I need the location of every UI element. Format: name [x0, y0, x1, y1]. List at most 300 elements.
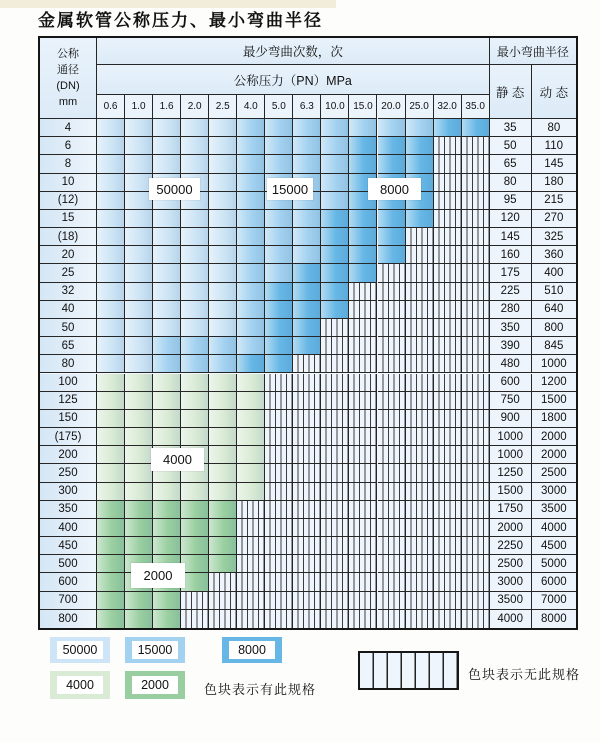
cell-no-spec: [462, 319, 490, 337]
dn-cell: 700: [40, 592, 97, 610]
dynamic-value: 145: [532, 155, 576, 173]
dn-cell: 125: [40, 392, 97, 410]
cell-8000: [378, 210, 406, 228]
dn-cell: 300: [40, 483, 97, 501]
cell-15000: [265, 246, 293, 264]
cell-50000: [97, 192, 125, 210]
cell-15000: [237, 210, 265, 228]
cell-4000: [237, 374, 265, 392]
cell-15000: [237, 283, 265, 301]
cell-50000: [181, 228, 209, 246]
cell-no-spec: [265, 428, 293, 446]
cell-no-spec: [406, 483, 434, 501]
dn-header-line: 公称: [57, 48, 79, 60]
cell-no-spec: [293, 483, 321, 501]
cell-no-spec: [378, 392, 406, 410]
cell-no-spec: [406, 337, 434, 355]
dynamic-value: 360: [532, 246, 576, 264]
cell-50000: [153, 228, 181, 246]
cell-50000: [125, 283, 153, 301]
cell-2000: [153, 610, 181, 628]
dynamic-value: 2500: [532, 464, 576, 482]
spec-table: [38, 36, 578, 630]
cell-no-spec: [462, 374, 490, 392]
cell-4000: [209, 483, 237, 501]
dn-cell: 10: [40, 174, 97, 192]
cell-no-spec: [349, 464, 377, 482]
cell-no-spec: [265, 555, 293, 573]
cell-no-spec: [265, 537, 293, 555]
cell-8000: [265, 355, 293, 373]
cell-2000: [125, 610, 153, 628]
cell-8000: [293, 301, 321, 319]
dn-header-line: mm: [58, 96, 78, 108]
cell-15000: [237, 192, 265, 210]
static-value: 2000: [490, 519, 532, 537]
cell-50000: [97, 137, 125, 155]
dn-cell: 350: [40, 501, 97, 519]
cell-no-spec: [378, 592, 406, 610]
dn-cell: 450: [40, 537, 97, 555]
cell-50000: [153, 210, 181, 228]
cell-no-spec: [406, 519, 434, 537]
cell-4000: [181, 483, 209, 501]
cell-no-spec: [349, 428, 377, 446]
static-value: 3500: [490, 592, 532, 610]
cell-15000: [237, 246, 265, 264]
cell-2000: [97, 555, 125, 573]
cell-no-spec: [462, 501, 490, 519]
cell-15000: [293, 228, 321, 246]
cell-50000: [209, 119, 237, 137]
cell-8000: [237, 355, 265, 373]
cell-no-spec: [434, 283, 462, 301]
cell-4000: [125, 374, 153, 392]
cell-4000: [97, 374, 125, 392]
cell-no-spec: [321, 374, 349, 392]
cell-50000: [125, 264, 153, 282]
cell-no-spec: [349, 610, 377, 628]
dn-header-line: (DN): [56, 80, 80, 92]
cell-50000: [209, 319, 237, 337]
cell-4000: [209, 464, 237, 482]
cell-50000: [153, 246, 181, 264]
static-value: 120: [490, 210, 532, 228]
cell-no-spec: [406, 446, 434, 464]
cell-2000: [209, 555, 237, 573]
legend-has-spec-note: 色块表示有此规格: [204, 682, 317, 697]
cell-50000: [209, 301, 237, 319]
cell-50000: [209, 210, 237, 228]
cell-8000: [349, 228, 377, 246]
cell-no-spec: [434, 355, 462, 373]
cell-no-spec: [378, 264, 406, 282]
cell-4000: [125, 446, 153, 464]
cell-no-spec: [462, 210, 490, 228]
cell-50000: [153, 137, 181, 155]
cell-4000: [125, 483, 153, 501]
cell-4000: [209, 374, 237, 392]
cell-no-spec: [462, 264, 490, 282]
cell-4000: [97, 392, 125, 410]
cell-8000: [349, 264, 377, 282]
cell-15000: [293, 246, 321, 264]
cell-2000: [125, 519, 153, 537]
cell-no-spec: [293, 464, 321, 482]
pressure-tick: 6.3: [293, 95, 321, 119]
pressure-tick: 35.0: [462, 95, 490, 119]
cell-8000: [434, 119, 462, 137]
cell-15000: [153, 355, 181, 373]
dynamic-value: 3500: [532, 501, 576, 519]
pressure-tick: 2.5: [209, 95, 237, 119]
dn-cell: 32: [40, 283, 97, 301]
cell-50000: [97, 174, 125, 192]
cell-50000: [209, 174, 237, 192]
static-value: 35: [490, 119, 532, 137]
cell-15000: [237, 319, 265, 337]
dynamic-value: 8000: [532, 610, 576, 628]
cell-15000: [265, 228, 293, 246]
cell-no-spec: [321, 610, 349, 628]
cell-50000: [125, 319, 153, 337]
cell-no-spec: [209, 573, 237, 591]
zone-label-4000: 4000: [151, 448, 204, 471]
static-value: 750: [490, 392, 532, 410]
cell-no-spec: [265, 446, 293, 464]
static-value: 480: [490, 355, 532, 373]
cell-15000: [265, 155, 293, 173]
cell-2000: [97, 573, 125, 591]
dn-cell: 6: [40, 137, 97, 155]
cell-no-spec: [321, 392, 349, 410]
cell-15000: [349, 119, 377, 137]
cell-no-spec: [209, 592, 237, 610]
cell-2000: [97, 537, 125, 555]
legend-swatch-2000: [125, 671, 185, 699]
cell-4000: [237, 446, 265, 464]
cell-no-spec: [378, 519, 406, 537]
dynamic-value: 1500: [532, 392, 576, 410]
cell-no-spec: [462, 464, 490, 482]
dynamic-value: 845: [532, 337, 576, 355]
cell-no-spec: [265, 519, 293, 537]
dynamic-value: 4000: [532, 519, 576, 537]
cell-4000: [97, 464, 125, 482]
legend-swatch-4000: [50, 671, 110, 699]
cell-15000: [237, 137, 265, 155]
pressure-tick: 25.0: [406, 95, 434, 119]
dn-cell: 20: [40, 246, 97, 264]
cell-no-spec: [321, 483, 349, 501]
dn-cell: 800: [40, 610, 97, 628]
cell-no-spec: [406, 573, 434, 591]
cell-4000: [125, 392, 153, 410]
cell-50000: [209, 137, 237, 155]
cell-4000: [153, 483, 181, 501]
static-value: 1500: [490, 483, 532, 501]
cell-no-spec: [321, 501, 349, 519]
cell-no-spec: [406, 501, 434, 519]
cell-15000: [237, 174, 265, 192]
legend-swatch-label: 4000: [57, 676, 103, 694]
dn-cell: 600: [40, 573, 97, 591]
cell-no-spec: [434, 374, 462, 392]
cell-50000: [97, 210, 125, 228]
pressure-tick: 0.6: [97, 95, 125, 119]
dynamic-value: 6000: [532, 573, 576, 591]
cell-4000: [209, 428, 237, 446]
cell-no-spec: [321, 555, 349, 573]
cell-4000: [181, 374, 209, 392]
cell-8000: [265, 301, 293, 319]
cell-no-spec: [237, 501, 265, 519]
dynamic-value: 800: [532, 319, 576, 337]
cell-no-spec: [349, 319, 377, 337]
cell-no-spec: [434, 446, 462, 464]
cell-8000: [406, 210, 434, 228]
cell-no-spec: [434, 501, 462, 519]
cell-50000: [181, 119, 209, 137]
cell-no-spec: [349, 355, 377, 373]
cell-4000: [237, 464, 265, 482]
zone-label-2000: 2000: [131, 563, 185, 588]
cell-no-spec: [462, 428, 490, 446]
cell-50000: [125, 155, 153, 173]
cell-8000: [321, 246, 349, 264]
cell-15000: [209, 355, 237, 373]
cell-15000: [181, 337, 209, 355]
cell-no-spec: [378, 410, 406, 428]
dynamic-value: 2000: [532, 428, 576, 446]
cell-no-spec: [181, 610, 209, 628]
static-value: 1000: [490, 428, 532, 446]
cell-8000: [321, 228, 349, 246]
legend-no-spec-note: 色块表示无此规格: [468, 667, 581, 682]
cell-no-spec: [462, 155, 490, 173]
cell-no-spec: [462, 192, 490, 210]
cell-no-spec: [321, 573, 349, 591]
cell-no-spec: [462, 555, 490, 573]
cell-no-spec: [265, 592, 293, 610]
cell-2000: [153, 501, 181, 519]
cell-8000: [321, 264, 349, 282]
cell-no-spec: [406, 555, 434, 573]
cell-no-spec: [462, 301, 490, 319]
cell-no-spec: [462, 174, 490, 192]
pressure-tick: 1.0: [125, 95, 153, 119]
cell-8000: [265, 283, 293, 301]
dynamic-value: 640: [532, 301, 576, 319]
dynamic-column-header: 动 态: [532, 65, 576, 119]
cell-no-spec: [349, 555, 377, 573]
cell-8000: [293, 319, 321, 337]
cell-50000: [97, 155, 125, 173]
cell-no-spec: [378, 610, 406, 628]
cell-no-spec: [378, 355, 406, 373]
cell-no-spec: [349, 410, 377, 428]
dynamic-value: 2000: [532, 446, 576, 464]
cell-no-spec: [434, 337, 462, 355]
cell-15000: [181, 355, 209, 373]
cell-4000: [153, 374, 181, 392]
cell-no-spec: [434, 464, 462, 482]
zone-label-50000: 50000: [149, 178, 200, 200]
cell-no-spec: [406, 610, 434, 628]
static-value: 4000: [490, 610, 532, 628]
static-value: 3000: [490, 573, 532, 591]
cell-no-spec: [434, 592, 462, 610]
cell-50000: [125, 301, 153, 319]
cell-no-spec: [237, 519, 265, 537]
cell-15000: [265, 119, 293, 137]
cell-no-spec: [349, 283, 377, 301]
dn-cell: 100: [40, 374, 97, 392]
dn-cell: 65: [40, 337, 97, 355]
dynamic-value: 7000: [532, 592, 576, 610]
cell-no-spec: [378, 374, 406, 392]
dn-column-header: [40, 38, 97, 119]
dn-cell: 200: [40, 446, 97, 464]
cell-4000: [125, 428, 153, 446]
cell-no-spec: [462, 610, 490, 628]
dn-cell: (12): [40, 192, 97, 210]
cell-2000: [97, 501, 125, 519]
cell-no-spec: [293, 446, 321, 464]
cell-no-spec: [462, 519, 490, 537]
cell-no-spec: [378, 555, 406, 573]
cell-2000: [97, 610, 125, 628]
dn-cell: 8: [40, 155, 97, 173]
cell-no-spec: [237, 610, 265, 628]
cell-2000: [97, 519, 125, 537]
cell-no-spec: [378, 337, 406, 355]
cell-15000: [237, 264, 265, 282]
dn-cell: 4: [40, 119, 97, 137]
cell-no-spec: [293, 428, 321, 446]
cell-15000: [237, 155, 265, 173]
cell-no-spec: [293, 355, 321, 373]
cell-no-spec: [237, 573, 265, 591]
cell-15000: [321, 119, 349, 137]
cell-8000: [321, 283, 349, 301]
cell-4000: [97, 410, 125, 428]
cell-2000: [153, 537, 181, 555]
dn-cell: 50: [40, 319, 97, 337]
dn-cell: 250: [40, 464, 97, 482]
static-value: 600: [490, 374, 532, 392]
cell-no-spec: [349, 374, 377, 392]
cell-no-spec: [293, 573, 321, 591]
cell-no-spec: [349, 483, 377, 501]
cell-8000: [349, 210, 377, 228]
static-value: 50: [490, 137, 532, 155]
cell-no-spec: [265, 483, 293, 501]
cell-no-spec: [349, 501, 377, 519]
cell-15000: [153, 337, 181, 355]
cell-2000: [153, 592, 181, 610]
cell-50000: [209, 155, 237, 173]
cell-8000: [406, 155, 434, 173]
radius-header: 最小弯曲半径: [490, 38, 576, 65]
cell-no-spec: [406, 246, 434, 264]
cell-no-spec: [434, 210, 462, 228]
cell-15000: [378, 119, 406, 137]
dynamic-value: 325: [532, 228, 576, 246]
cell-no-spec: [406, 537, 434, 555]
cell-no-spec: [462, 137, 490, 155]
cell-50000: [209, 192, 237, 210]
dn-cell: 500: [40, 555, 97, 573]
cell-50000: [181, 319, 209, 337]
cell-no-spec: [406, 374, 434, 392]
cell-15000: [237, 337, 265, 355]
zone-label-8000: 8000: [368, 178, 421, 200]
cell-no-spec: [434, 174, 462, 192]
cell-15000: [293, 137, 321, 155]
dynamic-value: 80: [532, 119, 576, 137]
pressure-tick: 1.6: [153, 95, 181, 119]
cell-4000: [181, 428, 209, 446]
pressure-tick: 20.0: [378, 95, 406, 119]
cell-50000: [153, 283, 181, 301]
cell-8000: [349, 246, 377, 264]
static-value: 95: [490, 192, 532, 210]
cell-no-spec: [462, 337, 490, 355]
cell-15000: [209, 337, 237, 355]
cell-no-spec: [462, 446, 490, 464]
legend-no-spec-swatch: [358, 651, 459, 690]
cell-50000: [97, 228, 125, 246]
dn-cell: 400: [40, 519, 97, 537]
cell-15000: [293, 210, 321, 228]
dn-cell: 80: [40, 355, 97, 373]
cell-15000: [321, 192, 349, 210]
cell-15000: [237, 119, 265, 137]
cell-no-spec: [378, 301, 406, 319]
cell-4000: [237, 483, 265, 501]
legend-swatch-50000: [50, 637, 110, 663]
static-value: 1750: [490, 501, 532, 519]
cell-no-spec: [434, 319, 462, 337]
cell-50000: [209, 283, 237, 301]
cell-no-spec: [378, 446, 406, 464]
static-value: 280: [490, 301, 532, 319]
cell-50000: [97, 301, 125, 319]
cell-no-spec: [406, 592, 434, 610]
cell-no-spec: [406, 301, 434, 319]
legend-swatch-label: 50000: [57, 641, 103, 659]
cell-15000: [237, 301, 265, 319]
cell-4000: [97, 446, 125, 464]
cell-4000: [125, 410, 153, 428]
static-value: 1250: [490, 464, 532, 482]
cell-50000: [153, 319, 181, 337]
cell-no-spec: [293, 592, 321, 610]
cell-no-spec: [406, 319, 434, 337]
dynamic-value: 5000: [532, 555, 576, 573]
cell-2000: [153, 519, 181, 537]
cell-no-spec: [265, 464, 293, 482]
cell-2000: [125, 592, 153, 610]
cell-no-spec: [462, 283, 490, 301]
cell-no-spec: [406, 464, 434, 482]
cell-no-spec: [321, 519, 349, 537]
cell-8000: [462, 119, 490, 137]
cell-15000: [321, 137, 349, 155]
pressure-tick: 32.0: [434, 95, 462, 119]
cell-no-spec: [293, 537, 321, 555]
